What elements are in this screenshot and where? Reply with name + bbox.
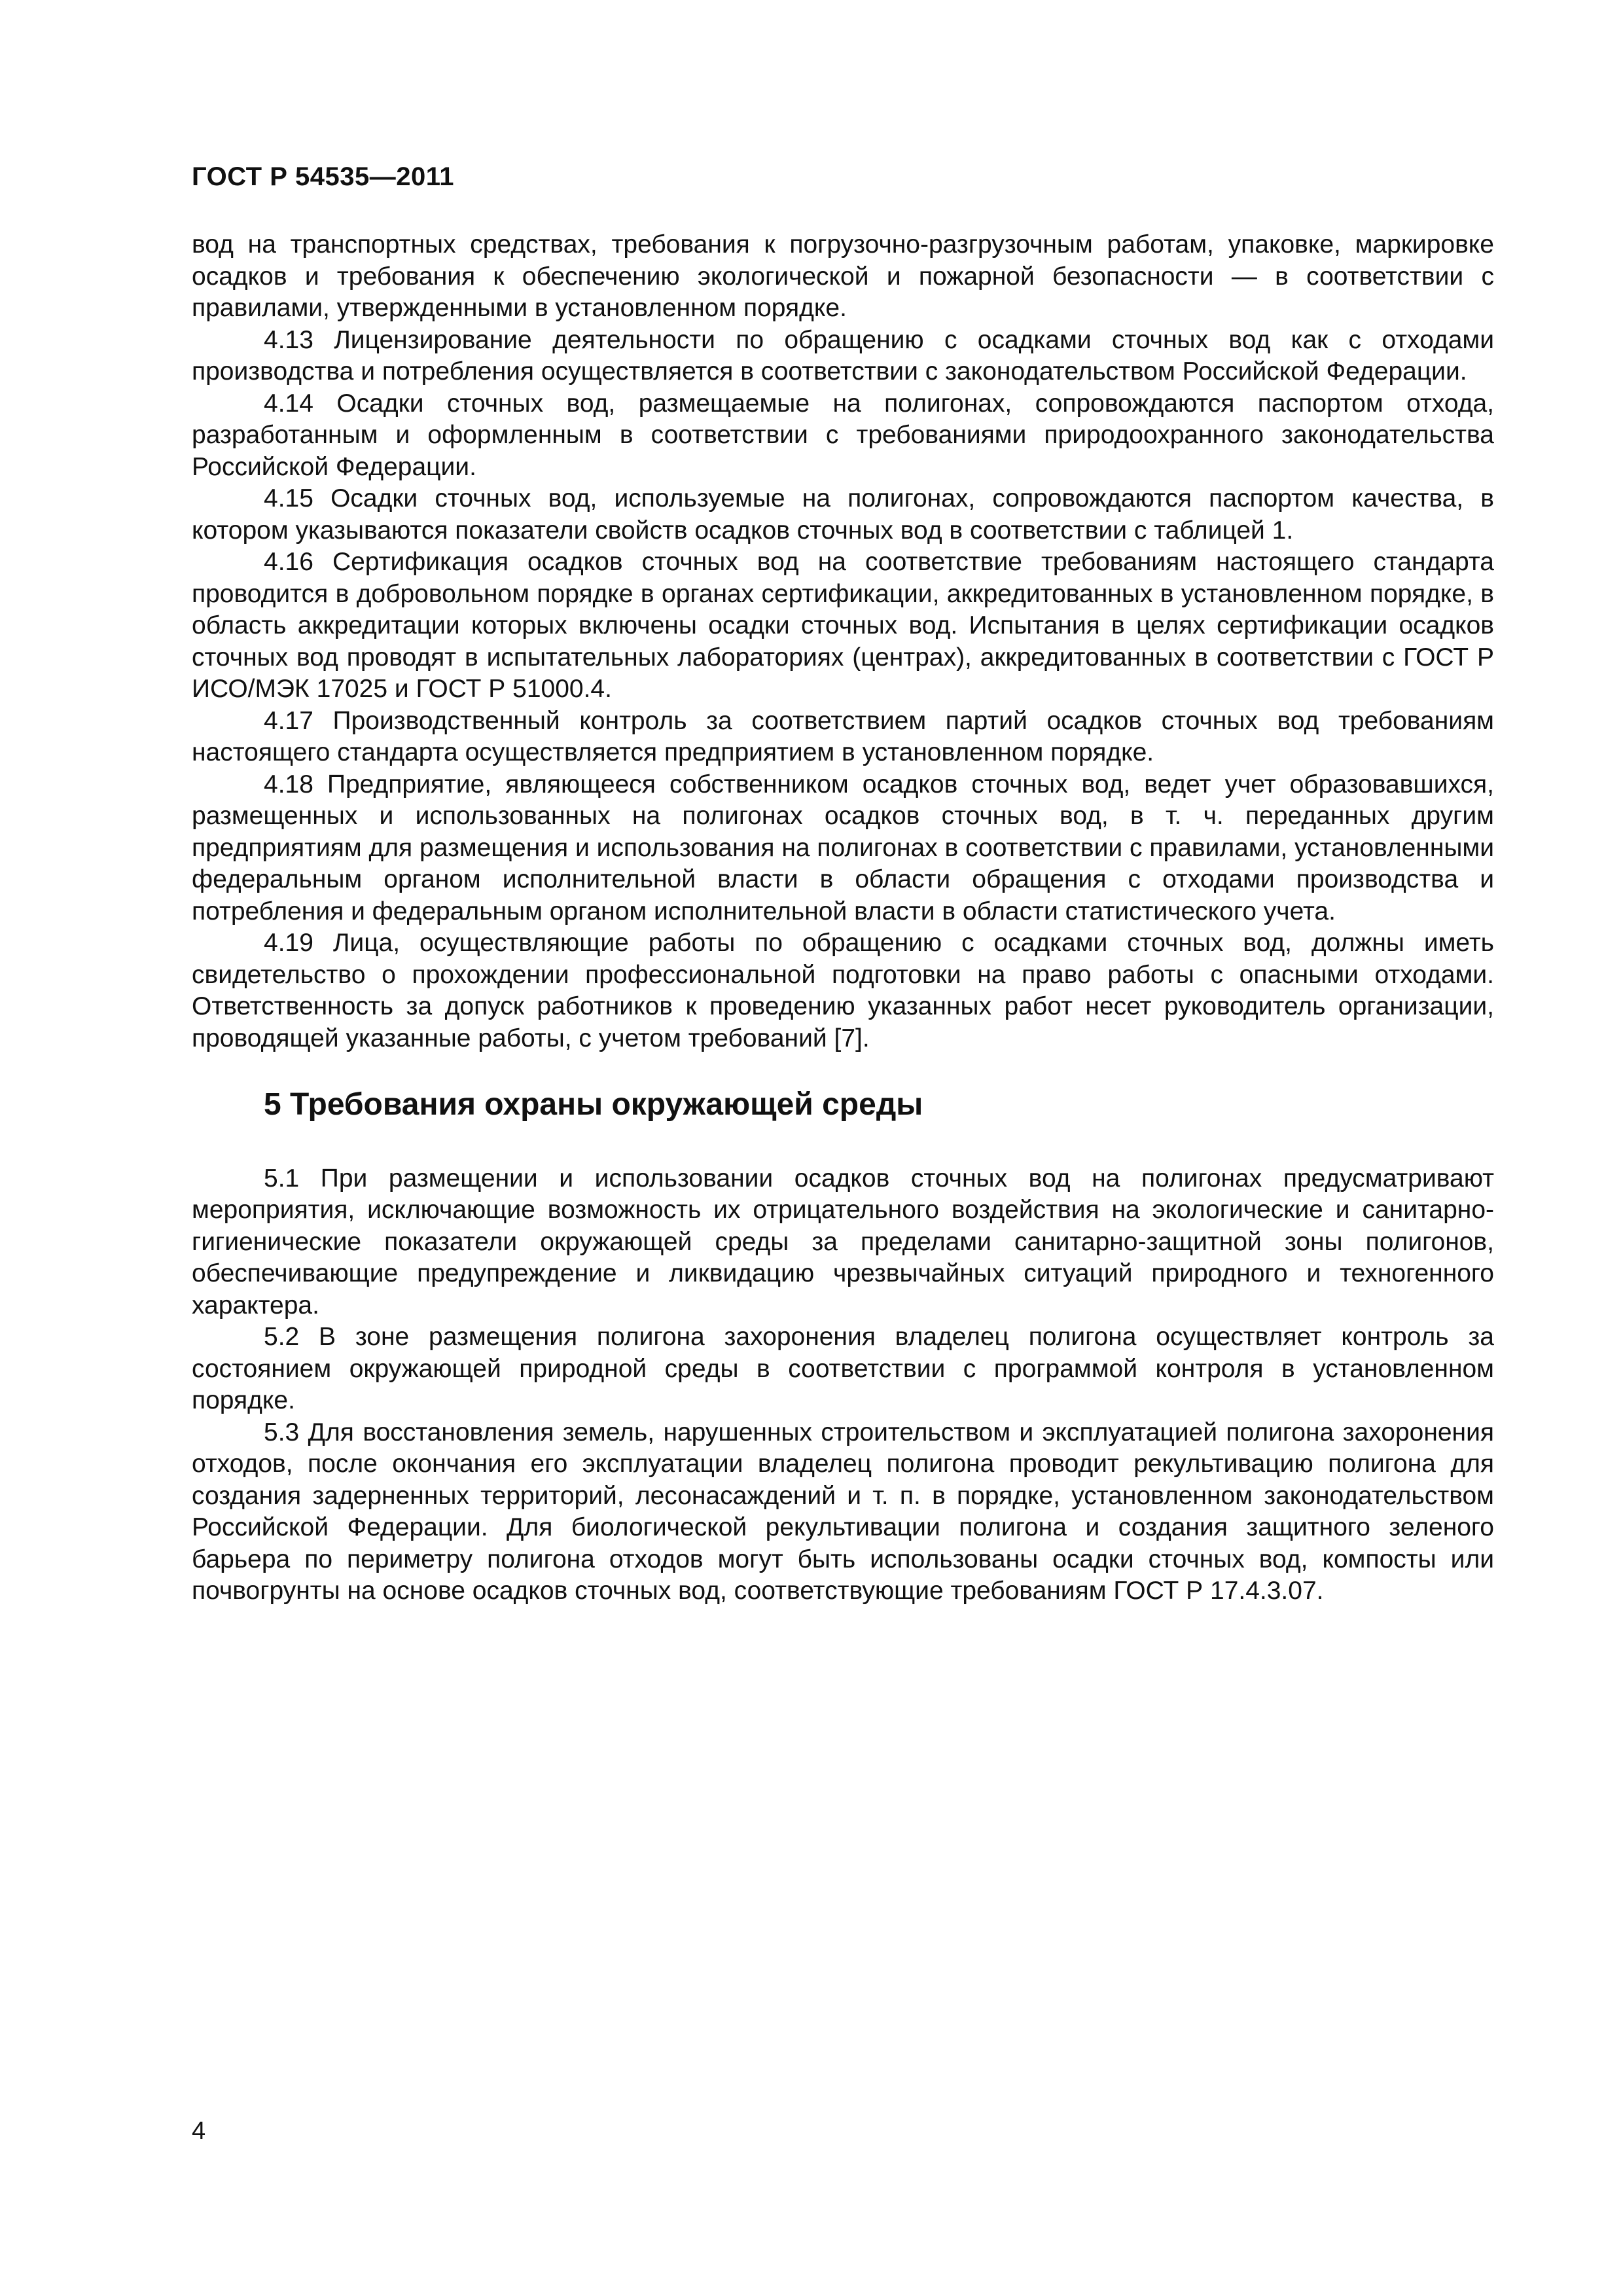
paragraph-4-19: 4.19 Лица, осуществляющие работы по обращению с осадками сточных вод, должны иметь свидетельство о прохождении профессиональной подготовки на право работы с опасными отходами. Ответственность за допуск работников к проведению указанных работ несет руководитель организации, проводящей указанные работы, с учетом требований [7]. (192, 929, 1494, 1052)
paragraph-4-13: 4.13 Лицензирование деятельности по обращению с осадками сточных вод как с отходами производства и потребления осуществляется в соответствии с законодательством Российской Федерации. (192, 325, 1494, 386)
paragraph-5-2: 5.2 В зоне размещения полигона захоронения владелец полигона осуществляет контроль за состоянием окружающей природной среды в соответствии с программой контроля в установленном порядке. (192, 1323, 1494, 1415)
paragraph-5-1: 5.1 При размещении и использовании осадков сточных вод на полигонах предусматривают мероприятия, исключающие возможность их отрицательного воздействия на экологические и санитарно-гигиенические показатели окружающей среды за пределами санитарно-защитной зоны полигонов, обеспечивающие предупреждение и ликвидацию чрезвычайных ситуаций природного и техногенного характера. (192, 1164, 1494, 1319)
paragraph-4-15: 4.15 Осадки сточных вод, используемые на полигонах, сопровождаются паспортом качества, в котором указываются показатели свойств осадков сточных вод в соответствии с таблицей 1. (192, 484, 1494, 545)
paragraph-4-14: 4.14 Осадки сточных вод, размещаемые на полигонах, сопровождаются паспортом отхода, разработанным и оформленным в соответствии с требованиями природоохранного законодательства Российской Федерации. (192, 389, 1494, 481)
page-number: 4 (192, 2117, 206, 2145)
document-code-header: ГОСТ Р 54535—2011 (192, 162, 454, 191)
paragraph-4-18: 4.18 Предприятие, являющееся собственником осадков сточных вод, ведет учет образовавшихся, размещенных и использованных на полигонах осадков сточных вод, в т. ч. переданных другим предприятиям для размещения и использования на полигонах в соответствии с правилами, установленными федеральным органом исполнительной власти в области обращения с отходами производства и потребления и федеральным органом исполнительной власти в области статистического учета. (192, 770, 1494, 925)
paragraph-continuation: вод на транспортных средствах, требования к погрузочно-разгрузочным работам, упаковке, маркировке осадков и требования к обеспечению экологической и пожарной безопасности — в соответствии с правилами, утвержденными в установленном порядке. (192, 230, 1494, 322)
paragraph-4-17: 4.17 Производственный контроль за соответствием партий осадков сточных вод требованиям настоящего стандарта осуществляется предприятием в установленном порядке. (192, 706, 1494, 766)
document-body (192, 229, 1494, 1607)
paragraph-5-3: 5.3 Для восстановления земель, нарушенных строительством и эксплуатацией полигона захоронения отходов, после окончания его эксплуатации владелец полигона проводит рекультивацию полигона для создания задерненных территорий, лесонасаждений и т. п. в порядке, установленном законодательством Российской Федерации. Для биологической рекультивации полигона и создания защитного зеленого барьера по периметру полигона отходов могут быть использованы осадки сточных вод, компосты или почвогрунты на основе осадков сточных вод, соответствующие требованиям ГОСТ Р 17.4.3.07. (192, 1418, 1494, 1605)
paragraph-4-16: 4.16 Сертификация осадков сточных вод на соответствие требованиям настоящего стандарта проводится в добровольном порядке в органах сертификации, аккредитованных в установленном порядке, в область аккредитации которых включены осадки сточных вод. Испытания в целях сертификации осадков сточных вод проводят в испытательных лабораториях (центрах), аккредитованных в соответствии с ГОСТ Р ИСО/МЭК 17025 и ГОСТ Р 51000.4. (192, 548, 1494, 703)
section-5-heading: 5 Требования охраны окружающей среды (264, 1087, 923, 1122)
